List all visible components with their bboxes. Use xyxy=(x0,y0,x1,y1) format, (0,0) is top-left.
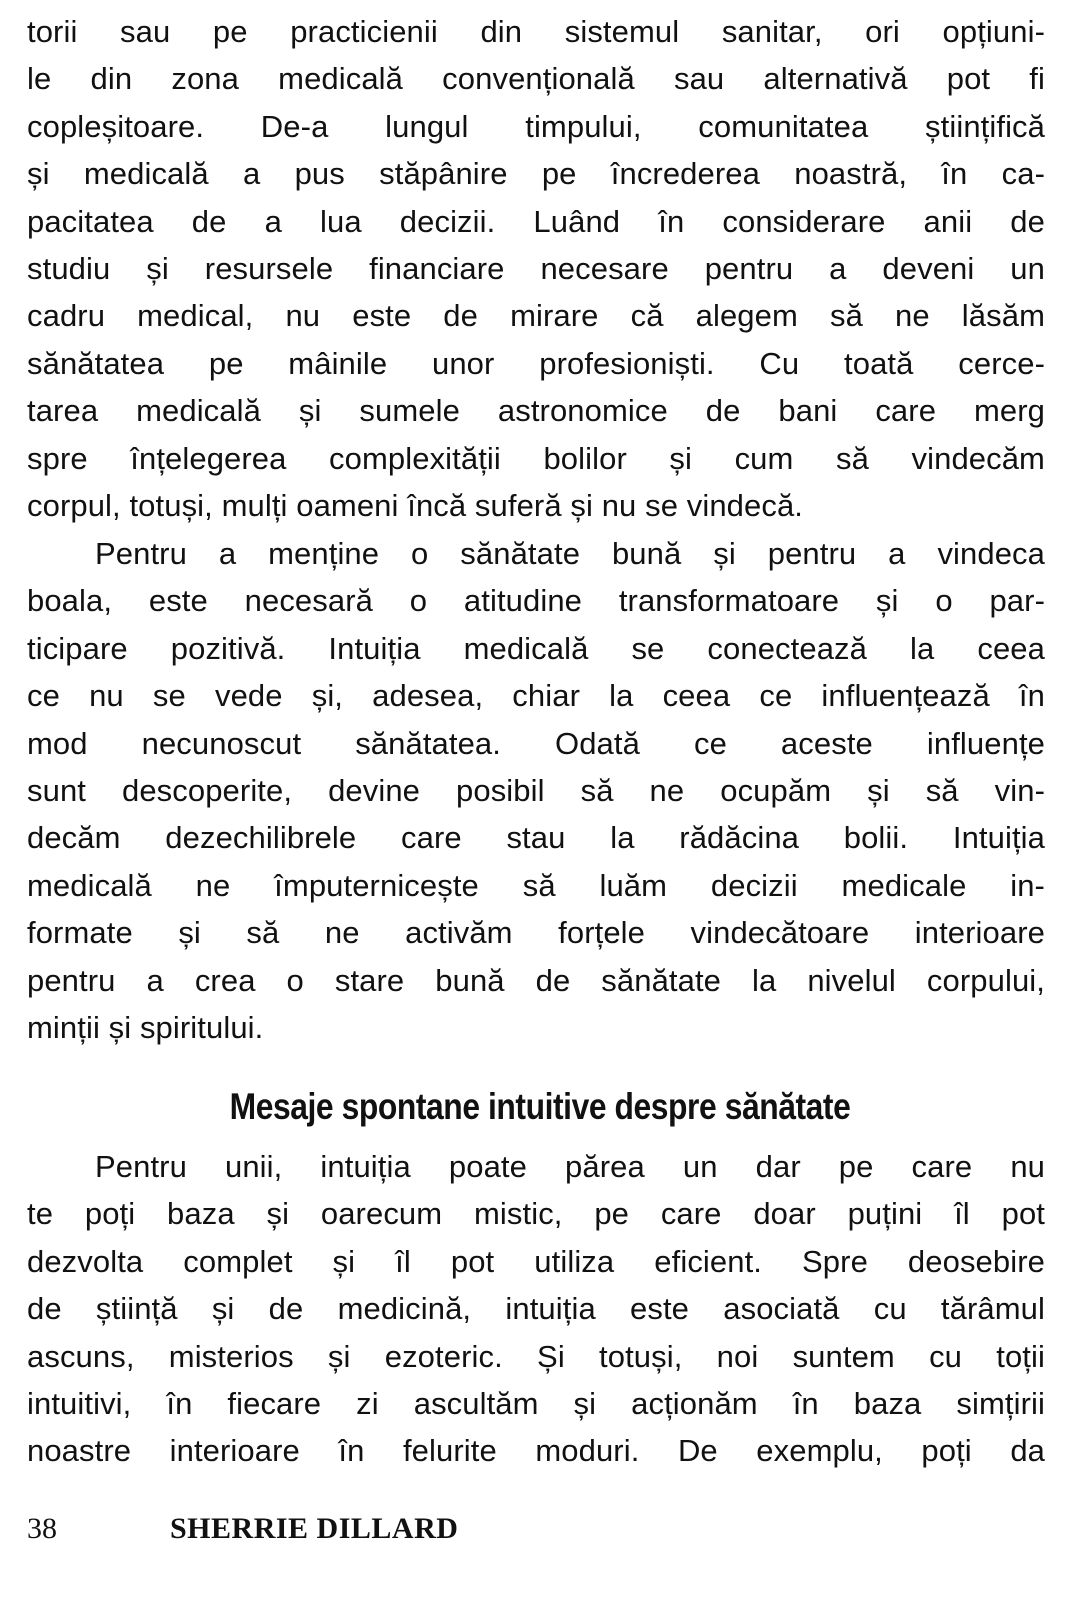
text-line: tarea medicală și sumele astronomice de bani care merg xyxy=(27,393,1045,429)
text-line: intuitivi, în fiecare zi ascultăm și acționăm în baza simțirii xyxy=(27,1385,1045,1421)
text-line: sunt descoperite, devine posibil să ne ocupăm și să vin- xyxy=(27,772,1045,808)
text-line: copleșitoare. De-a lungul timpului, comunitatea științifică xyxy=(27,108,1045,144)
text-line: minții și spiritului. xyxy=(27,1009,264,1045)
text-line: noastre interioare în felurite moduri. De exemplu, poți da xyxy=(27,1433,1045,1469)
text-line: formate și să ne activăm forțele vindecătoare interioare xyxy=(27,915,1045,951)
text-line: pentru a crea o stare bună de sănătate la nivelul corpului, xyxy=(27,962,1045,998)
text-line: boala, este necesară o atitudine transformatoare și o par- xyxy=(27,583,1045,619)
text-line: ce nu se vede și, adesea, chiar la ceea ce influențează în xyxy=(27,678,1045,714)
text-line: sănătatea pe mâinile unor profesioniști. Cu toată cerce- xyxy=(27,345,1045,381)
text-line: torii sau pe practicienii din sistemul sanitar, ori opțiuni- xyxy=(27,14,1045,49)
text-line: medicală ne împuternicește să luăm decizii medicale in- xyxy=(27,867,1045,903)
running-head-author: SHERRIE DILLARD xyxy=(170,1512,459,1545)
text-line: dezvolta complet și îl pot utiliza eficient. Spre deosebire xyxy=(27,1243,1045,1279)
paragraph-3 xyxy=(27,1143,1045,1475)
text-line: și medicală a pus stăpânire pe încrederea noastră, în ca- xyxy=(27,156,1045,192)
page-number: 38 xyxy=(27,1512,57,1545)
text-line: spre înțelegerea complexității bolilor și cum să vindecăm xyxy=(27,440,1045,476)
text-line: le din zona medicală convențională sau alternativă pot fi xyxy=(27,61,1045,97)
section-heading: Mesaje spontane intuitive despre sănătate xyxy=(229,1086,851,1127)
text-line: Pentru a menține o sănătate bună și pentru a vindeca xyxy=(95,536,1045,571)
text-line: de știință și de medicină, intuiția este asociată cu tărâmul xyxy=(27,1291,1045,1327)
text-line: studiu și resursele financiare necesare pentru a deveni un xyxy=(27,250,1045,286)
text-line: ascuns, misterios și ezoteric. Și totuși, noi suntem cu toții xyxy=(27,1338,1045,1374)
text-line: te poți baza și oarecum mistic, pe care doar puțini îl pot xyxy=(27,1196,1045,1232)
text-line: decăm dezechilibrele care stau la rădăcina bolii. Intuiția xyxy=(27,820,1045,856)
text-line: Pentru unii, intuiția poate părea un dar pe care nu xyxy=(95,1149,1045,1184)
paragraph-2 xyxy=(27,530,1045,1051)
text-line: ticipare pozitivă. Intuiția medicală se conectează la ceea xyxy=(27,630,1045,666)
text-line: cadru medical, nu este de mirare că alegem să ne lăsăm xyxy=(27,298,1045,334)
text-line: mod necunoscut sănătatea. Odată ce aceste influențe xyxy=(27,725,1045,761)
text-line: corpul, totuși, mulți oameni încă suferă și nu se vindecă. xyxy=(27,487,804,523)
text-line: pacitatea de a lua decizii. Luând în considerare anii de xyxy=(27,203,1045,239)
paragraph-1 xyxy=(27,8,1045,529)
